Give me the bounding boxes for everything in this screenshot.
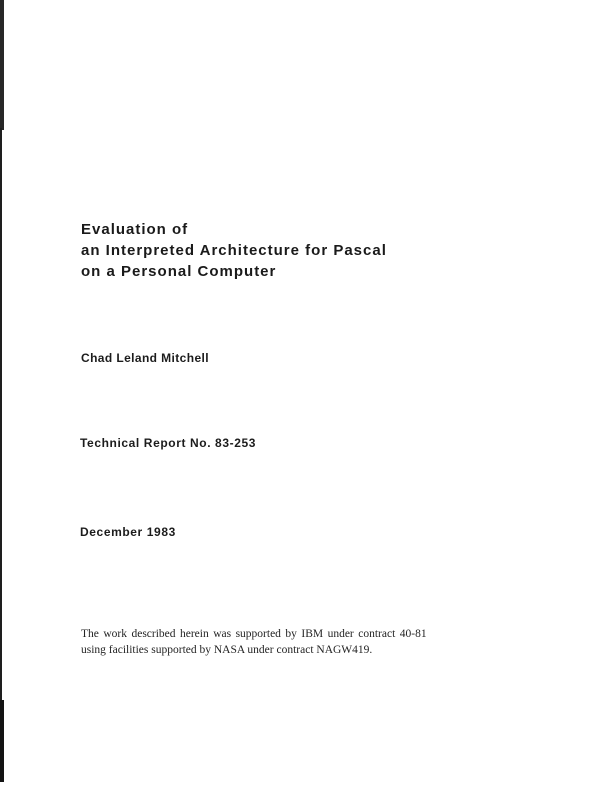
scan-edge-artifact-middle	[0, 128, 2, 702]
publication-date: December 1983	[80, 525, 176, 539]
report-title-line3: on a Personal Computer	[81, 263, 277, 280]
funding-note	[81, 626, 427, 658]
funding-note-line1: The work described herein was supported by IBM under contract 40-81	[81, 628, 427, 640]
scan-edge-artifact-bottom	[0, 700, 4, 782]
report-title-line1: Evaluation of	[81, 221, 189, 238]
report-number: Technical Report No. 83-253	[80, 436, 257, 450]
funding-note-line2: using facilities supported by NASA under contract NAGW419.	[81, 644, 373, 656]
report-title-line2: an Interpreted Architecture for Pascal	[81, 242, 387, 259]
author-name: Chad Leland Mitchell	[81, 351, 210, 365]
scan-edge-artifact-top	[0, 0, 4, 130]
report-title	[81, 219, 387, 282]
